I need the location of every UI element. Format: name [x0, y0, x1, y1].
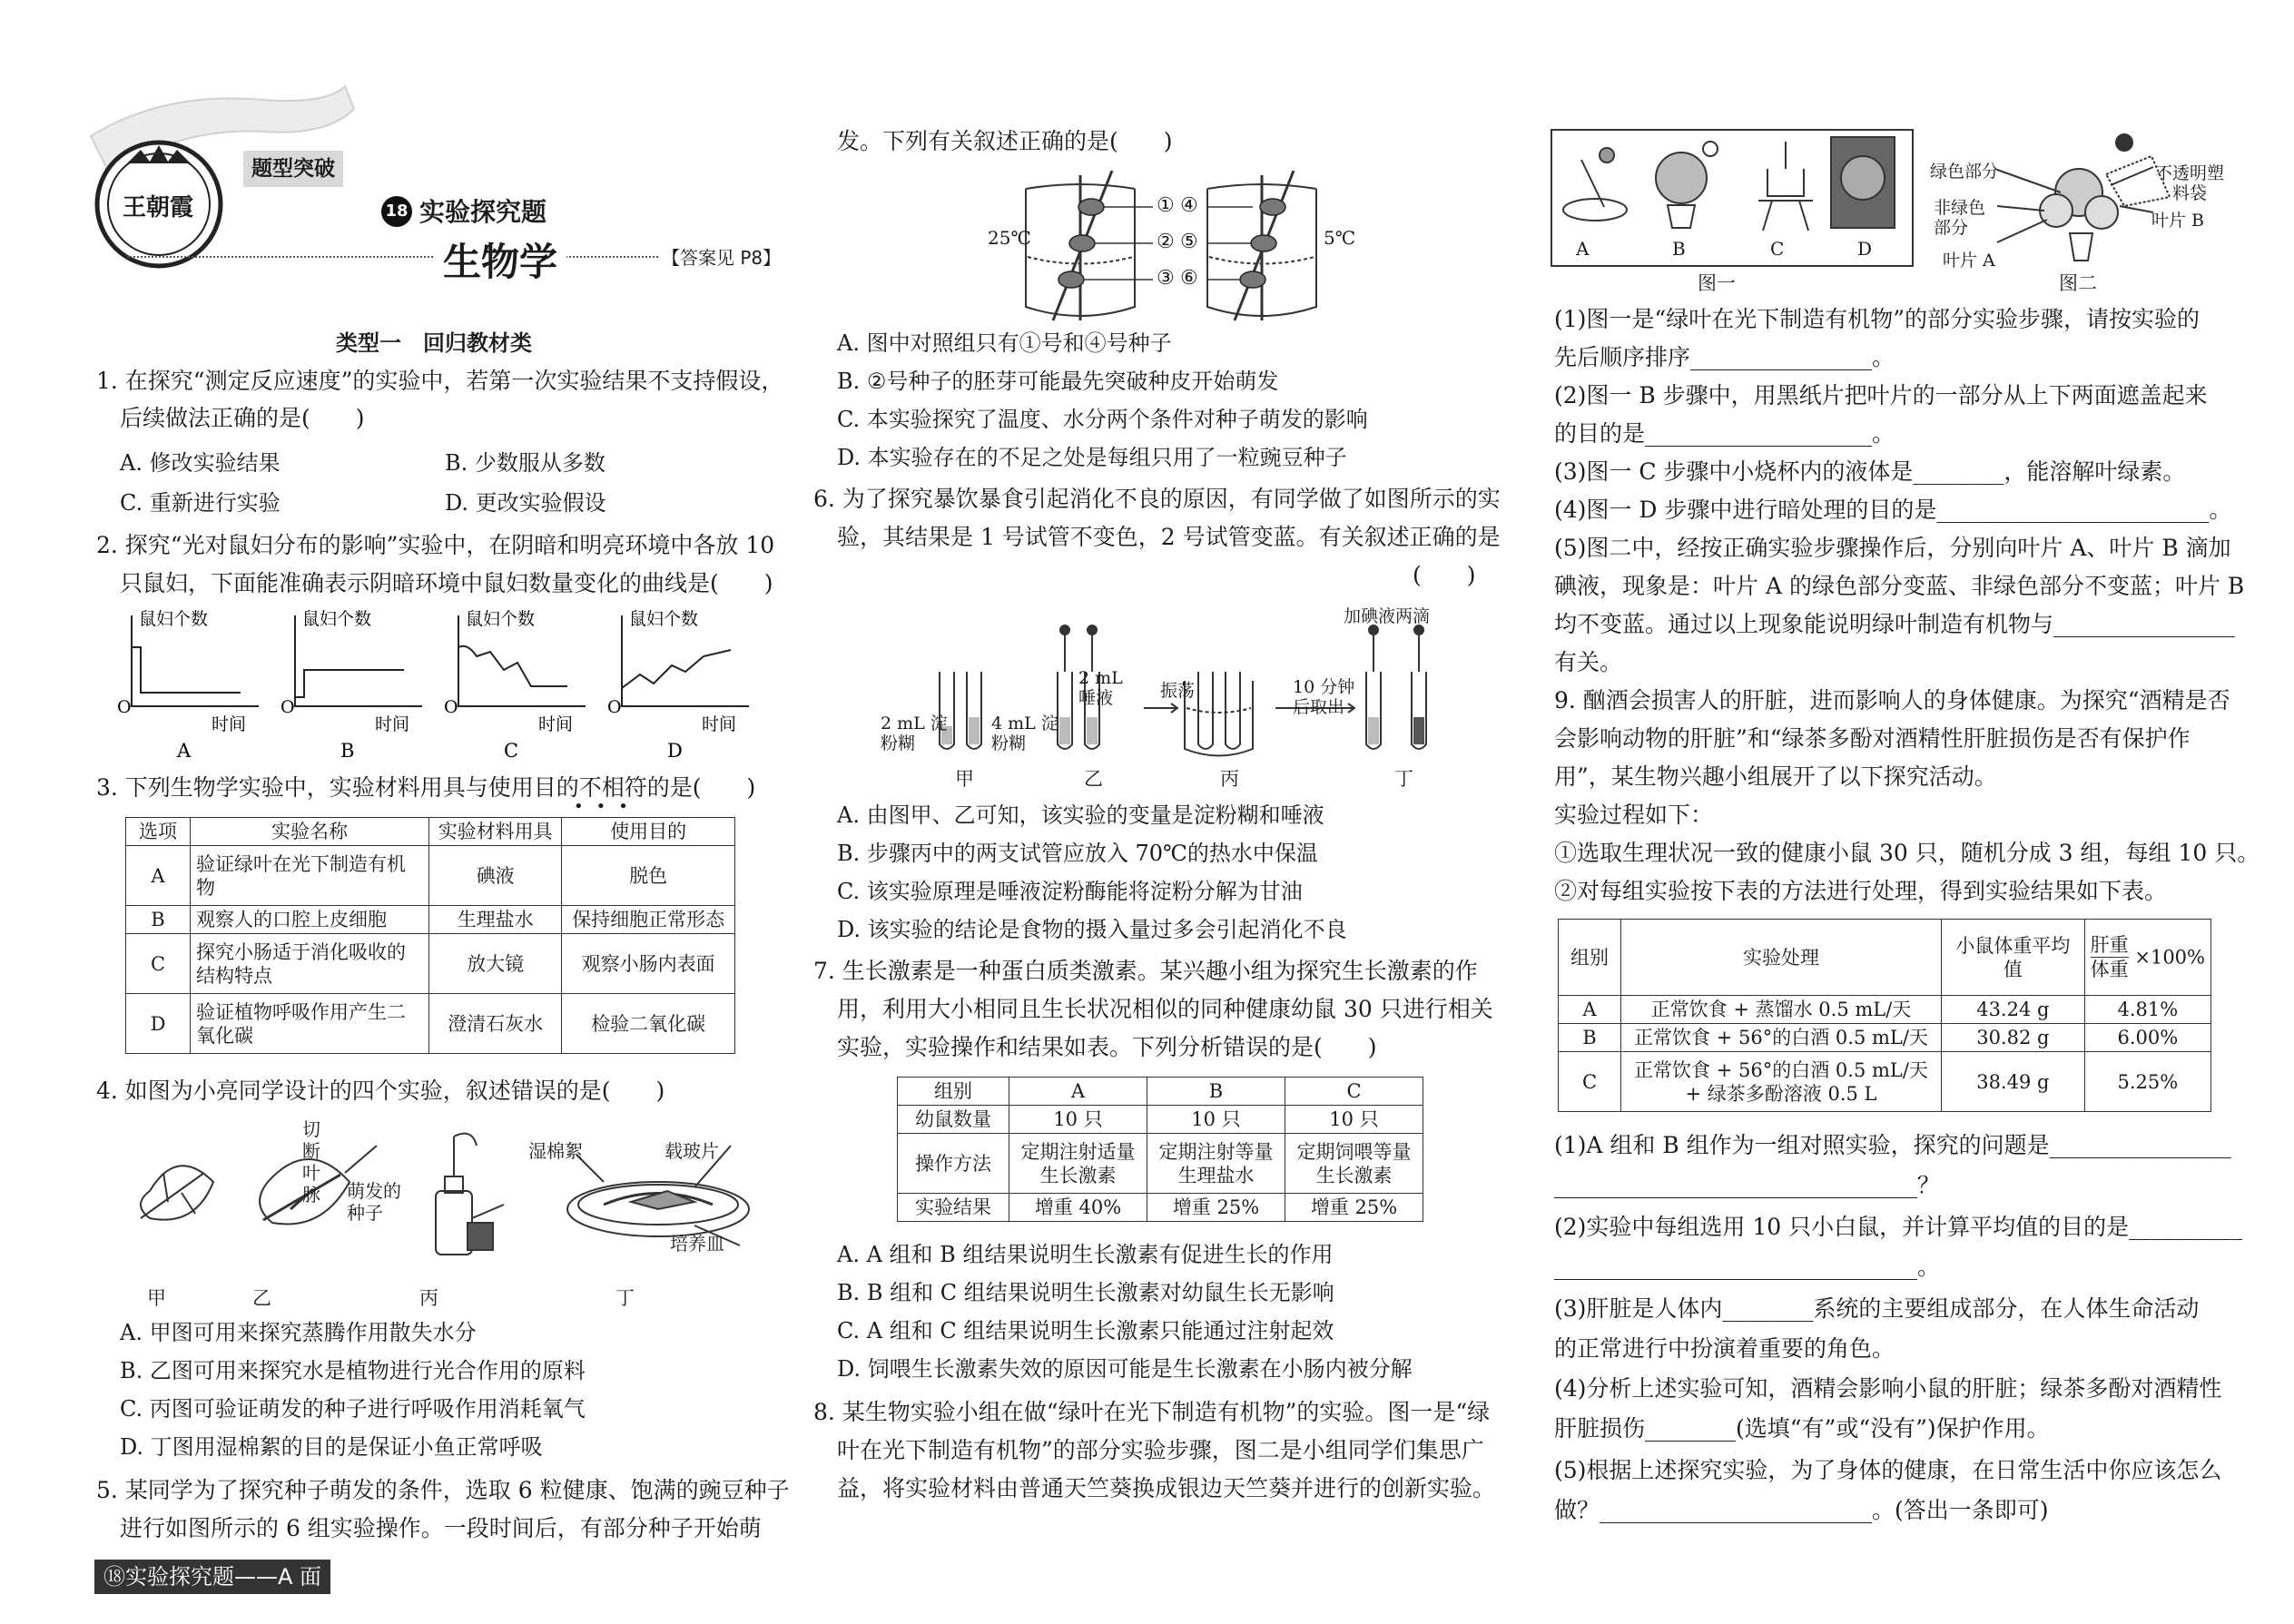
- q1-option-b[interactable]: B. 少数服从多数: [445, 450, 605, 476]
- q7-table: [897, 1077, 1423, 1222]
- q9-cell: 43.24 g: [1942, 996, 2085, 1024]
- q6-option-a[interactable]: A. 由图甲、乙可知，该实验的变量是淀粉糊和唾液: [837, 802, 1324, 828]
- q9-procedure: 实验过程如下：: [1554, 802, 1714, 828]
- q7-cell: 定期饲喂等量生长激素: [1285, 1134, 1423, 1194]
- q5-stem: 发。下列有关叙述正确的是( ): [837, 128, 1173, 154]
- q8-part5: 有关。: [1554, 649, 1623, 675]
- q7-cell: 10 只: [1147, 1106, 1285, 1134]
- q3-cell: 验证绿叶在光下制造有机物: [191, 846, 429, 906]
- q5-option-b[interactable]: B. ②号种子的胚芽可能最先突破种皮开始萌发: [837, 369, 1279, 394]
- q9-cell: 正常饮食 + 蒸馏水 0.5 mL/天: [1621, 996, 1942, 1024]
- q8-fig2-annot-green: 绿色部分: [1930, 162, 2000, 182]
- q9-part3[interactable]: (3)肝脏是人体内________系统的主要组成部分，在人体生命活动: [1554, 1295, 2200, 1322]
- q2-origin: O: [281, 697, 295, 717]
- q8-fig1-label-a: A: [1576, 238, 1590, 260]
- q3-cell: 探究小肠适于消化吸收的结构特点: [191, 934, 429, 994]
- q6-label-bing: 丙: [1220, 768, 1239, 790]
- q9-header: 实验处理: [1621, 920, 1942, 996]
- q8-fig2-annot-nongreen: 非绿色部分: [1934, 198, 1986, 238]
- q3-header: 实验名称: [191, 818, 429, 846]
- q3-cell: C: [126, 934, 191, 994]
- q3-cell: A: [126, 846, 191, 906]
- q6-label-jia: 甲: [955, 768, 974, 790]
- q2-ylabel: 鼠妇个数: [302, 609, 372, 629]
- q3-cell: D: [126, 994, 191, 1054]
- q8-part1: (1)图一是“绿叶在光下制造有机物”的部分实验步骤，请按实验的: [1554, 306, 2200, 332]
- q9-cell: 30.82 g: [1942, 1024, 2085, 1052]
- q4-option-c[interactable]: C. 丙图可验证萌发的种子进行呼吸作用消耗氧气: [120, 1396, 586, 1422]
- q3-stem: 3. 下列生物学实验中，实验材料用具与使用目的不相符的是( ): [96, 774, 756, 801]
- q6-stem: 验，其结果是 1 号试管不变色，2 号试管变蓝。有关叙述正确的是: [837, 524, 1501, 550]
- q8-stem: 益，将实验材料由普通天竺葵换成银边天竺葵并进行的创新实验。: [837, 1475, 1496, 1501]
- q9-cell: 正常饮食 + 56°的白酒 0.5 mL/天: [1621, 1024, 1942, 1052]
- q7-cell: 幼鼠数量: [898, 1106, 1009, 1134]
- q6-annot-6: 加碘液两滴: [1344, 606, 1431, 626]
- q3-header: 选项: [126, 818, 191, 846]
- q2-graphs: [113, 606, 749, 761]
- q6-label-ding: 丁: [1394, 768, 1413, 790]
- header: [54, 82, 782, 284]
- q3-cell: B: [126, 906, 191, 934]
- q2-graph-A: [117, 609, 259, 761]
- q7-cell: 定期注射适量生长激素: [1009, 1134, 1147, 1194]
- q4-option-d[interactable]: D. 丁图用湿棉絮的目的是保证小鱼正常呼吸: [120, 1434, 543, 1460]
- q9-part2[interactable]: (2)实验中每组选用 10 只小白鼠，并计算平均值的目的是__________: [1554, 1214, 2243, 1240]
- q8-part2: (2)图一 B 步骤中，用黑纸片把叶片的一部分从上下两面遮盖起来: [1554, 382, 2208, 408]
- q4-label-jia: 甲: [147, 1287, 166, 1309]
- q9-part5[interactable]: 做？________________________。(答出一条即可): [1554, 1497, 2049, 1523]
- q7-stem: 用，利用大小相同且生长状况相似的同种健康幼鼠 30 只进行相关: [837, 996, 1493, 1022]
- q8-stem: 叶在光下制造有机物”的部分实验步骤，图二是小组同学们集思广: [837, 1437, 1484, 1463]
- q9-cell: A: [1559, 996, 1621, 1024]
- q9-stem: 会影响动物的肝脏”和“绿茶多酚对酒精性肝脏损伤是否有保护作: [1554, 725, 2191, 752]
- q2-option-label: A: [177, 740, 192, 761]
- emphasis-dots: •••: [574, 797, 641, 816]
- q7-cell: 增重 25%: [1147, 1194, 1285, 1222]
- q9-cell: B: [1559, 1024, 1621, 1052]
- q5-num-5: ⑤: [1180, 231, 1198, 253]
- subject-title: 生物学: [434, 232, 566, 287]
- q5-num-4: ④: [1180, 194, 1198, 217]
- q7-option-d[interactable]: D. 饲喂生长激素失效的原因可能是生长激素在小肠内被分解: [837, 1356, 1413, 1382]
- footer-label: ⑱实验探究题——A 面: [94, 1560, 330, 1594]
- q8-part5: 碘液，现象是：叶片 A 的绿色部分变蓝、非绿色部分不变蓝；叶片 B: [1554, 573, 2245, 599]
- q4-label-ding: 丁: [615, 1287, 635, 1309]
- q9-step2: ②对每组实验按下表的方法进行处理，得到实验结果如下表。: [1554, 878, 2168, 904]
- q7-cell: 10 只: [1009, 1106, 1147, 1134]
- q8-fig1-label-b: B: [1672, 238, 1686, 260]
- q8-part3[interactable]: (3)图一 C 步骤中小烧杯内的液体是________，能溶解叶绿素。: [1554, 458, 2186, 485]
- q9-part3: 的正常进行中扮演着重要的角色。: [1554, 1335, 1895, 1362]
- q1-option-c[interactable]: C. 重新进行实验: [120, 490, 281, 516]
- q2-origin: O: [117, 697, 132, 717]
- q4-label-bing: 丙: [419, 1287, 438, 1309]
- q4-annot-cut: 切断叶脉: [302, 1118, 320, 1206]
- q3-cell: 保持细胞正常形态: [562, 906, 735, 934]
- q2-origin: O: [607, 697, 622, 717]
- q2-curve: [622, 650, 731, 688]
- q9-stem: 9. 酗酒会损害人的肝脏，进而影响人的身体健康。为探究“酒精是否: [1554, 687, 2230, 714]
- q3-cell: 放大镜: [429, 934, 562, 994]
- q9-part4[interactable]: 肝脏损伤________(选填“有”或“没有”)保护作用。: [1554, 1415, 2050, 1442]
- q2-curve: [295, 670, 404, 697]
- q3-cell: 观察人的口腔上皮细胞: [191, 906, 429, 934]
- tag-label: 题型突破: [243, 151, 343, 187]
- section-heading: 类型一 回归教材类: [336, 330, 532, 356]
- q7-header: A: [1009, 1078, 1147, 1106]
- q9-cell: C: [1559, 1052, 1621, 1112]
- brand-name: 王朝霞: [123, 194, 194, 221]
- q2-option-label: D: [667, 740, 683, 761]
- q9-cell: 4.81%: [2084, 996, 2210, 1024]
- q2-graph-D: [607, 609, 749, 761]
- q2-curve: [132, 647, 241, 693]
- q9-stem: 用”，某生物兴趣小组展开了以下探究活动。: [1554, 763, 1997, 790]
- q6-label-yi: 乙: [1084, 768, 1103, 790]
- q9-cell: 6.00%: [2084, 1024, 2210, 1052]
- q2-option-label: C: [504, 740, 519, 761]
- topic-title: 实验探究题: [419, 197, 547, 227]
- q9-part4: (4)分析上述实验可知，酒精会影响小鼠的肝脏；绿茶多酚对酒精性: [1554, 1375, 2222, 1402]
- q9-part1[interactable]: ________________________________？: [1554, 1172, 1941, 1198]
- q5-stem: 5. 某同学为了探究种子萌发的条件，选取 6 粒健康、饱满的豌豆种子: [96, 1477, 790, 1503]
- q2-xlabel: 时间: [375, 714, 410, 734]
- q5-temp-left: 25℃: [988, 227, 1031, 249]
- q5-option-c[interactable]: C. 本实验探究了温度、水分两个条件对种子萌发的影响: [837, 407, 1368, 432]
- q3-table: [125, 817, 735, 1054]
- q6-paren: ( ): [1413, 562, 1476, 588]
- q6-annot-5: 10 分钟后取出: [1293, 677, 1355, 717]
- q9-step1: ①选取生理状况一致的健康小鼠 30 只，随机分成 3 组，每组 10 只。: [1554, 840, 2260, 866]
- q7-header: C: [1285, 1078, 1423, 1106]
- q2-graph-B: [281, 609, 422, 761]
- q4-label-yi: 乙: [252, 1287, 271, 1309]
- q5-temp-right: 5℃: [1324, 227, 1356, 249]
- q7-stem: 实验，实验操作和结果如表。下列分析错误的是( ): [837, 1034, 1377, 1060]
- q9-header-body: 体重: [2090, 959, 2129, 980]
- q7-cell: 增重 25%: [1285, 1194, 1423, 1222]
- q9-header-liver: 肝重: [2090, 934, 2129, 956]
- q2-ylabel: 鼠妇个数: [466, 609, 536, 629]
- q7-cell: 增重 40%: [1009, 1194, 1147, 1222]
- q8-fig1-caption: 图一: [1698, 272, 1736, 294]
- q5-num-6: ⑥: [1180, 267, 1198, 290]
- q9-cell: 正常饮食 + 56°的白酒 0.5 mL/天 + 绿茶多酚溶液 0.5 L: [1621, 1052, 1942, 1112]
- q8-fig1-label-d: D: [1857, 238, 1873, 260]
- q7-stem: 7. 生长激素是一种蛋白质类激素。某兴趣小组为探究生长激素的作: [813, 958, 1478, 984]
- q9-cell: 38.49 g: [1942, 1052, 2085, 1112]
- q9-header-ratio: [2084, 920, 2210, 996]
- q8-part5: (5)图二中，经按正确实验步骤操作后，分别向叶片 A、叶片 B 滴加: [1554, 535, 2231, 561]
- q6-annot-4: 振荡: [1160, 681, 1196, 701]
- q1-stem: 后续做法正确的是( ): [120, 405, 365, 431]
- q8-stem: 8. 某生物实验小组在做“绿叶在光下制造有机物”的实验。图一是“绿: [813, 1399, 1491, 1425]
- q2-ylabel: 鼠妇个数: [629, 609, 699, 629]
- q1-option-d[interactable]: D. 更改实验假设: [445, 490, 606, 516]
- q6-annot-3: 2 mL 唾液: [1078, 668, 1123, 708]
- q1-stem: 1. 在探究“测定反应速度”的实验中，若第一次实验结果不支持假设，: [96, 368, 784, 394]
- q6-option-b[interactable]: B. 步骤丙中的两支试管应放入 70℃的热水中保温: [837, 841, 1318, 866]
- q6-option-d[interactable]: D. 该实验的结论是食物的摄入量过多会引起消化不良: [837, 917, 1347, 942]
- q8-fig2-annot-leaf-b: 叶片 B: [2151, 211, 2205, 231]
- q4-annot-cotton: 湿棉絮: [528, 1140, 583, 1162]
- topic-number: 18: [381, 196, 412, 227]
- q2-stem: 只鼠妇，下面能准确表示阴暗环境中鼠妇数量变化的曲线是( ): [120, 570, 773, 596]
- q2-ylabel: 鼠妇个数: [139, 609, 209, 629]
- q4-stem: 4. 如图为小亮同学设计的四个实验，叙述错误的是( ): [96, 1078, 665, 1104]
- q2-graph-C: [444, 609, 586, 761]
- q9-part2[interactable]: ________________________________。: [1554, 1254, 1941, 1280]
- q3-header: 使用目的: [562, 818, 735, 846]
- q3-cell: 观察小肠内表面: [562, 934, 735, 994]
- q2-xlabel: 时间: [702, 714, 737, 734]
- q5-stem: 进行如图所示的 6 组实验操作。一段时间后，有部分种子开始萌: [120, 1515, 762, 1541]
- answer-ref: 【答案见 P8】: [658, 243, 781, 270]
- q2-xlabel: 时间: [212, 714, 247, 734]
- q9-part5: (5)根据上述探究实验，为了身体的健康，在日常生活中你应该怎么: [1554, 1457, 2222, 1483]
- q2-origin: O: [444, 697, 458, 717]
- q6-annot-2: 4 mL 淀粉糊: [991, 714, 1058, 753]
- q6-annot-1: 2 mL 淀粉糊: [881, 714, 948, 753]
- q2-curve: [458, 646, 567, 686]
- q8-part5[interactable]: 均不变蓝。通过以上现象能说明绿叶制造有机物与________________: [1554, 611, 2236, 637]
- q2-xlabel: 时间: [538, 714, 574, 734]
- q7-cell: 10 只: [1285, 1106, 1423, 1134]
- q3-cell: 脱色: [562, 846, 735, 906]
- q5-num-2: ②: [1157, 231, 1175, 253]
- q3-header: 实验材料用具: [429, 818, 562, 846]
- q7-header: 组别: [898, 1078, 1009, 1106]
- q4-option-b[interactable]: B. 乙图可用来探究水是植物进行光合作用的原料: [120, 1358, 586, 1383]
- q7-cell: 操作方法: [898, 1134, 1009, 1194]
- q9-header: 小鼠体重平均值: [1942, 920, 2085, 996]
- q8-fig1: [1554, 133, 1908, 234]
- q1-option-a[interactable]: A. 修改实验结果: [120, 450, 281, 476]
- q7-option-b[interactable]: B. B 组和 C 组结果说明生长激素对幼鼠生长无影响: [837, 1280, 1334, 1305]
- q4-annot-slide: 载玻片: [665, 1140, 719, 1162]
- q5-option-d[interactable]: D. 本实验存在的不足之处是每组只用了一粒豌豆种子: [837, 445, 1347, 470]
- q3-cell: 检验二氧化碳: [562, 994, 735, 1054]
- q3-cell: 碘液: [429, 846, 562, 906]
- q7-cell: 定期注射等量生理盐水: [1147, 1134, 1285, 1194]
- q5-option-a[interactable]: A. 图中对照组只有①号和④号种子: [837, 330, 1172, 356]
- q7-option-c[interactable]: C. A 组和 C 组结果说明生长激素只能通过注射起效: [837, 1318, 1334, 1343]
- q6-option-c[interactable]: C. 该实验原理是唾液淀粉酶能将淀粉分解为甘油: [837, 879, 1303, 904]
- q6-stem: 6. 为了探究暴饮暴食引起消化不良的原因，有同学做了如图所示的实: [813, 486, 1501, 512]
- q8-fig2-annot-bag: 不透明塑料袋: [2154, 163, 2224, 203]
- q9-table: [1558, 919, 2211, 1112]
- q5-num-3: ③: [1157, 267, 1175, 290]
- q9-header: 组别: [1559, 920, 1621, 996]
- q7-cell: 实验结果: [898, 1194, 1009, 1222]
- q4-option-a[interactable]: A. 甲图可用来探究蒸腾作用散失水分: [120, 1320, 477, 1345]
- q8-fig2-caption: 图二: [2059, 272, 2097, 294]
- q8-part1[interactable]: 先后顺序排序________________。: [1554, 344, 1895, 370]
- q8-part4[interactable]: (4)图一 D 步骤中进行暗处理的目的是________________________。: [1554, 497, 2232, 523]
- q8-part2[interactable]: 的目的是____________________。: [1554, 420, 1895, 447]
- q9-header-pct: ×100%: [2134, 946, 2205, 969]
- q9-part1[interactable]: (1)A 组和 B 组作为一组对照实验，探究的问题是________________: [1554, 1132, 2231, 1158]
- q7-header: B: [1147, 1078, 1285, 1106]
- q2-stem: 2. 探究“光对鼠妇分布的影响”实验中，在阴暗和明亮环境中各放 10: [96, 532, 775, 558]
- q5-num-1: ①: [1157, 194, 1175, 217]
- q4-annot-seeds: 萌发的种子: [347, 1180, 401, 1224]
- q2-option-label: B: [340, 740, 355, 761]
- q9-cell: 5.25%: [2084, 1052, 2210, 1112]
- q3-cell: 澄清石灰水: [429, 994, 562, 1054]
- q3-cell: 验证植物呼吸作用产生二氧化碳: [191, 994, 429, 1054]
- q8-fig2-annot-leaf-a: 叶片 A: [1943, 251, 1995, 271]
- q4-annot-dish: 培养皿: [670, 1233, 724, 1255]
- q7-option-a[interactable]: A. A 组和 B 组结果说明生长激素有促进生长的作用: [837, 1242, 1334, 1267]
- q3-cell: 生理盐水: [429, 906, 562, 934]
- q8-fig1-label-c: C: [1770, 238, 1785, 260]
